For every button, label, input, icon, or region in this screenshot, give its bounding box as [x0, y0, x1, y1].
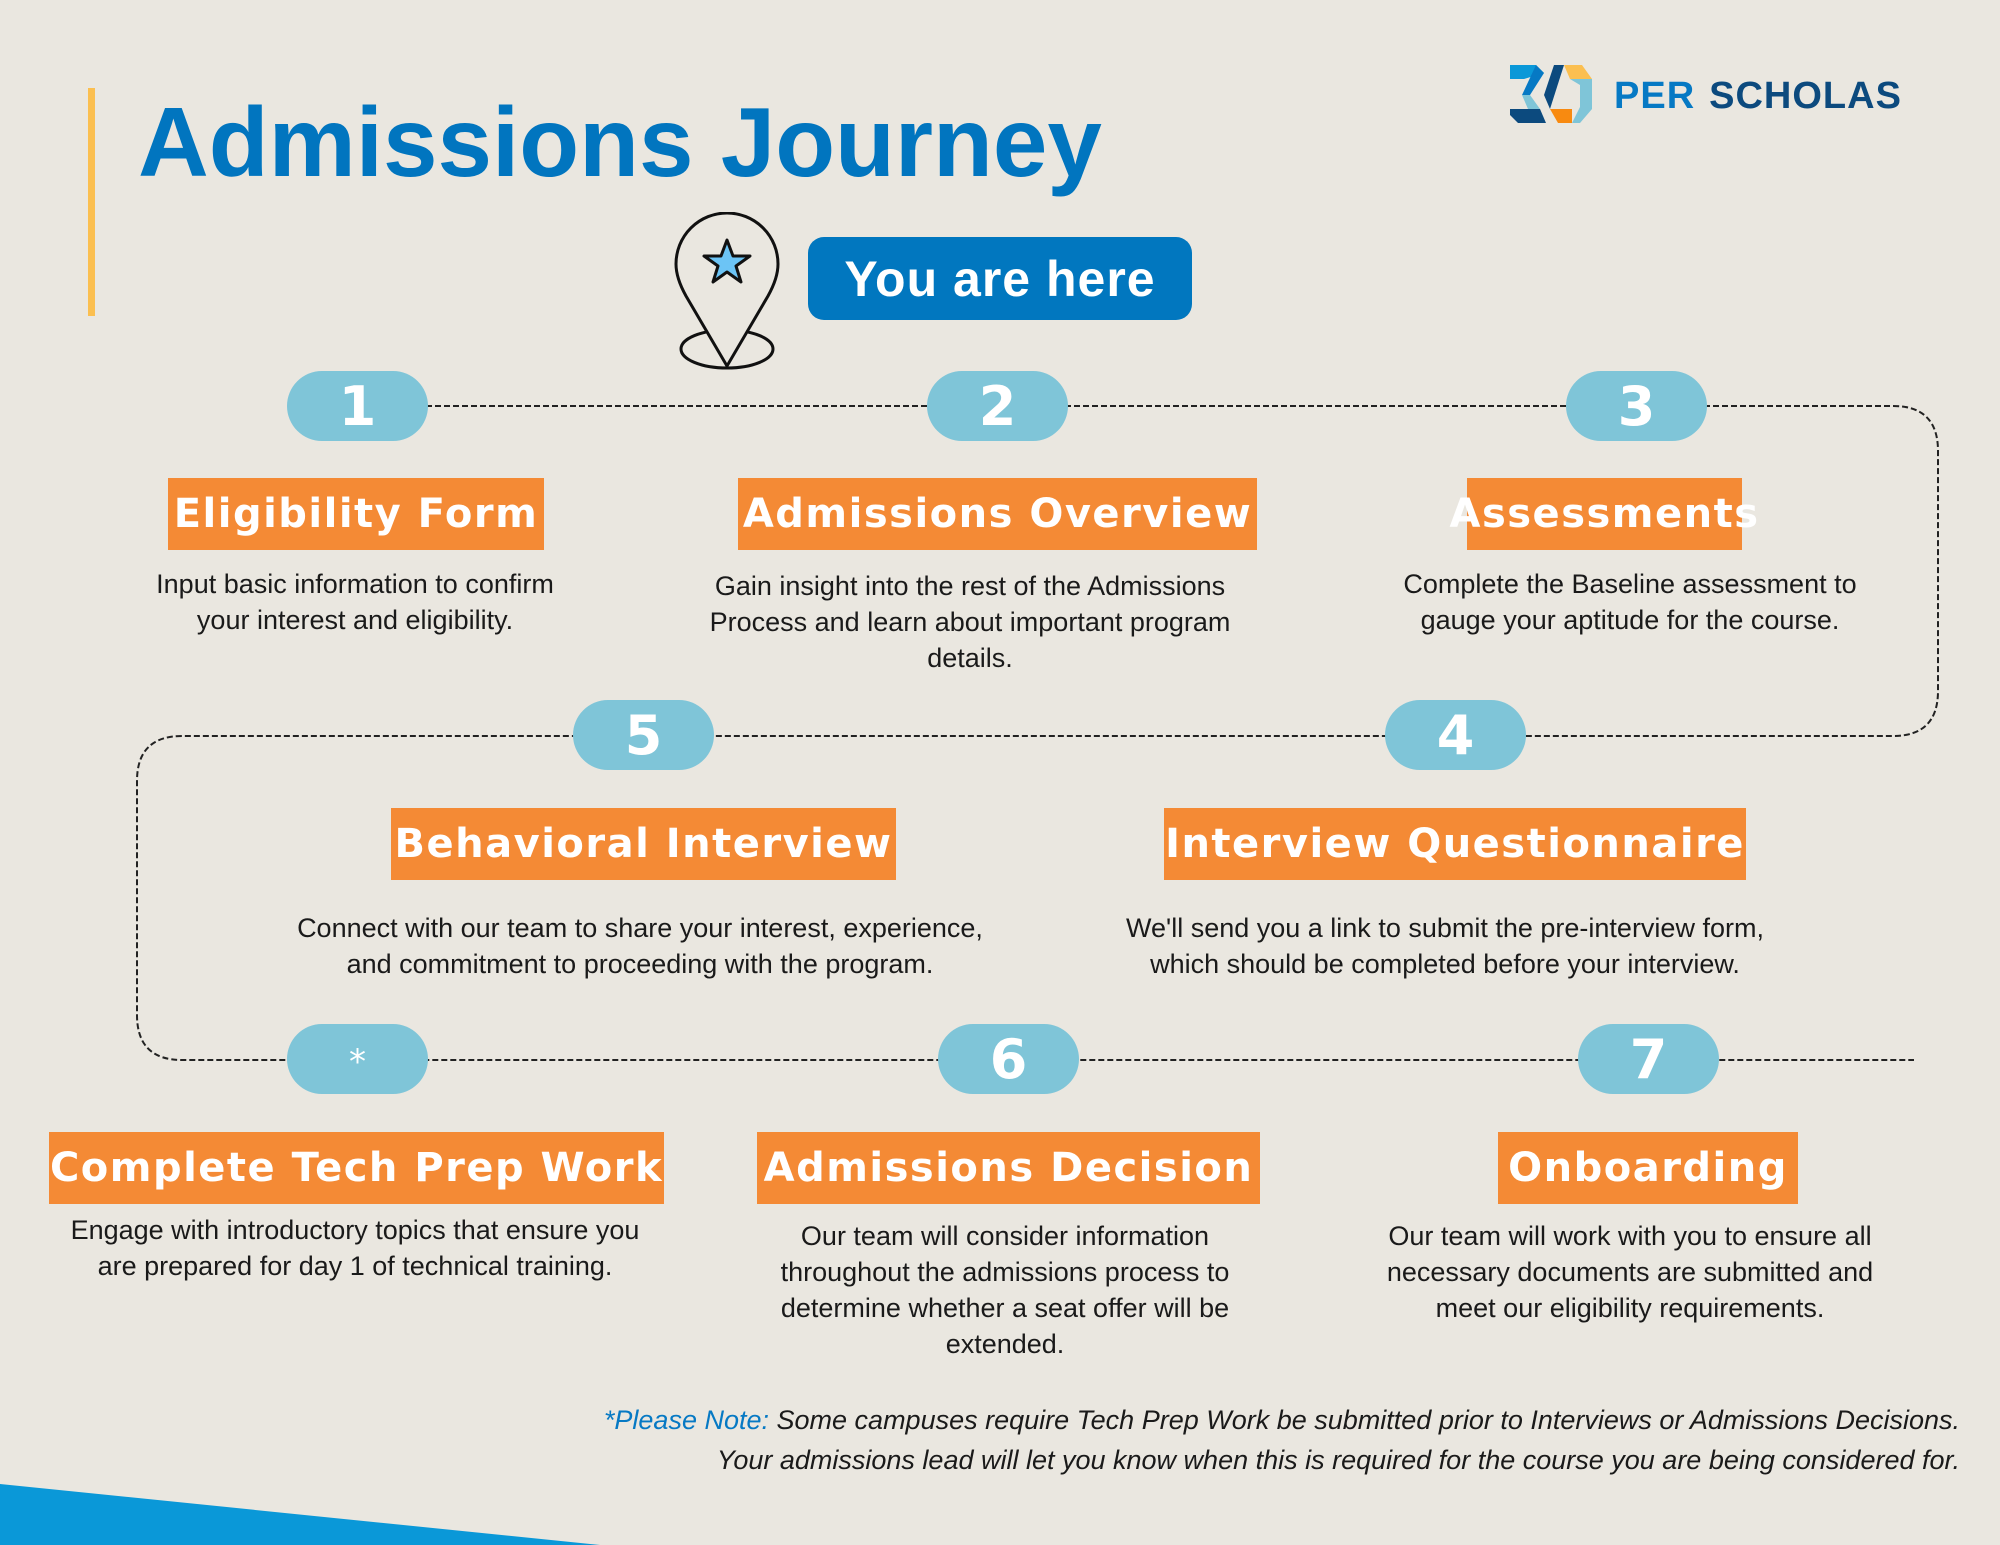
step-description-admissions-decision: Our team will consider information throughout the admissions process to determine whether a seat offer will be extended.	[780, 1221, 1230, 1359]
step-title-admissions-overview: Admissions Overview	[738, 478, 1257, 550]
step-badge-4: 4	[1385, 700, 1526, 770]
step-title-behavioral-interview: Behavioral Interview	[391, 808, 896, 880]
per-scholas-logo	[1510, 64, 1902, 128]
step-description-behavioral-interview: Connect with our team to share your interest, experience, and commitment to proceeding with the program.	[297, 913, 983, 979]
step-title-eligibility-form: Eligibility Form	[168, 478, 544, 550]
step-badge-2: 2	[927, 371, 1068, 441]
logo-word-scholas: SCHOLAS	[1709, 74, 1902, 117]
step-description-assessments: Complete the Baseline assessment to gauge your aptitude for the course.	[1403, 569, 1857, 635]
step-badge-asterisk: *	[287, 1024, 428, 1094]
step-description-onboarding: Our team will work with you to ensure all necessary documents are submitted and meet our eligibility requirements.	[1386, 1221, 1874, 1323]
step-title-interview-questionnaire: Interview Questionnaire	[1164, 808, 1746, 880]
step-badge-1: 1	[287, 371, 428, 441]
step-badge-3: 3	[1566, 371, 1707, 441]
logo-word-per: PER	[1614, 74, 1696, 117]
please-note-text: Some campuses require Tech Prep Work be submitted prior to Interviews or Admissions Decisions. Your admissions lead will let you know when this is required for the course you are being considered for.	[716, 1405, 1960, 1475]
step-description-complete-tech-prep-work: Engage with introductory topics that ensure you are prepared for day 1 of technical training.	[70, 1215, 640, 1281]
30-logo-mark-icon	[1510, 65, 1594, 127]
you-are-here-label: You are here	[808, 237, 1192, 320]
map-pin-star-icon	[672, 212, 782, 374]
step-description-interview-questionnaire: We'll send you a link to submit the pre-interview form, which should be completed before your interview.	[1126, 913, 1764, 979]
step-badge-6: 6	[938, 1024, 1079, 1094]
page-title: Admissions Journey	[138, 87, 1102, 197]
step-badge-7: 7	[1578, 1024, 1719, 1094]
step-title-admissions-decision: Admissions Decision	[757, 1132, 1260, 1204]
step-description-eligibility-form: Input basic information to confirm your interest and eligibility.	[156, 569, 554, 635]
please-note-label: *Please Note:	[603, 1405, 770, 1435]
step-badge-5: 5	[573, 700, 714, 770]
step-title-onboarding: Onboarding	[1498, 1132, 1798, 1204]
step-description-admissions-overview: Gain insight into the rest of the Admissions Process and learn about important program details.	[709, 571, 1231, 673]
step-title-assessments: Assessments	[1467, 478, 1742, 550]
step-title-complete-tech-prep-work: Complete Tech Prep Work	[49, 1132, 664, 1204]
accent-bar	[88, 88, 95, 316]
please-note	[560, 1400, 1960, 1480]
